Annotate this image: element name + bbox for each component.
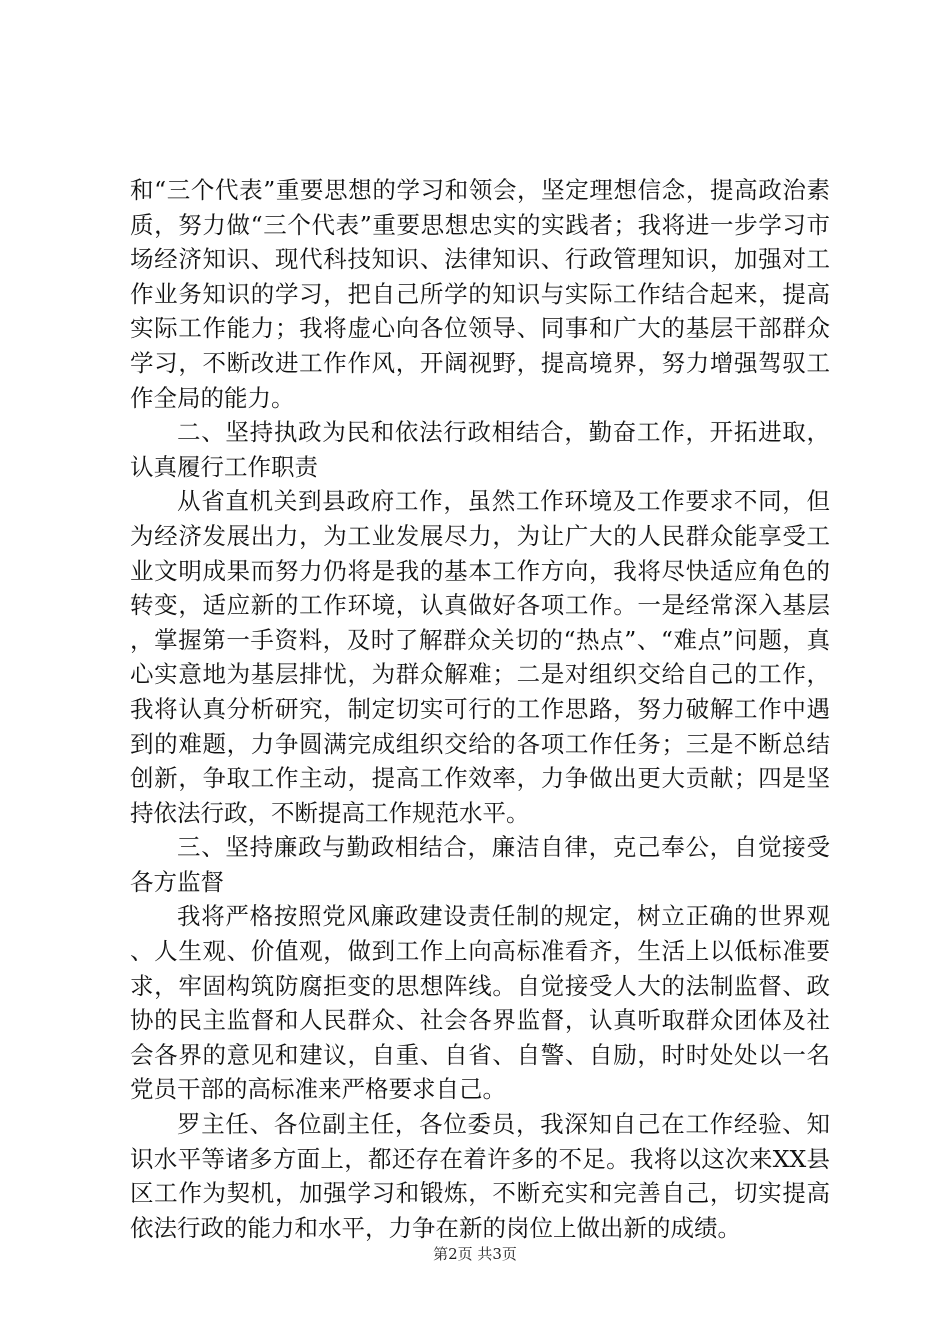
paragraph-section-2: 从省直机关到县政府工作，虽然工作环境及工作要求不同，但为经济发展出力，为工业发展尽力，为让广大的人民群众能享受工业文明成果而努力仍将是我的基本工作方向，我将尽快适应角色的转变，适应新的工作环境，认真做好各项工作。一是经常深入基层，掌握第一手资料，及时了解群众关切的“热点”、“难点”问题，真心实意地为基层排忧，为群众解难；二是对组织交给自己的工作，我将认真分析研究，制定切实可行的工作思路，努力破解工作中遇到的难题，力争圆满完成组织交给的各项工作任务；三是不断总结创新，争取工作主动，提高工作效率，力争做出更大贡献；四是坚持依法行政，不断提高工作规范水平。 (130, 487, 830, 827)
paragraph-section-3: 我将严格按照党风廉政建设责任制的规定，树立正确的世界观、人生观、价值观，做到工作上向高标准看齐，生活上以低标准要求，牢固构筑防腐拒变的思想阵线。自觉接受人大的法制监督、政协的民主监督和人民群众、社会各界监督，认真听取群众团体及社会各界的意见和建议，自重、自省、自警、自励，时时处处以一名党员干部的高标准来严格要求自己。 (130, 902, 830, 1104)
paragraph-continuation: 和“三个代表”重要思想的学习和领会，坚定理想信念，提高政治素质，努力做“三个代表”重要思想忠实的实践者；我将进一步学习市场经济知识、现代科技知识、法律知识、行政管理知识，加强对工作业务知识的学习，把自己所学的知识与实际工作结合起来，提高实际工作能力；我将虚心向各位领导、同事和广大的基层干部群众学习，不断改进工作作风，开阔视野，提高境界，努力增强驾驭工作全局的能力。 (130, 176, 830, 412)
section-heading-2: 二、坚持执政为民和依法行政相结合，勤奋工作，开拓进取，认真履行工作职责 (130, 418, 830, 481)
page-number-footer: 第2页 共3页 (433, 1245, 517, 1263)
document-body (130, 173, 830, 1245)
section-heading-3: 三、坚持廉政与勤政相结合，廉洁自律，克己奉公，自觉接受各方监督 (130, 833, 830, 896)
paragraph-closing: 罗主任、各位副主任，各位委员，我深知自己在工作经验、知识水平等诸多方面上，都还存在着许多的不足。我将以这次来XX县区工作为契机，加强学习和锻炼，不断充实和完善自己，切实提高依法行政的能力和水平，力争在新的岗位上做出新的成绩。 (130, 1110, 830, 1242)
